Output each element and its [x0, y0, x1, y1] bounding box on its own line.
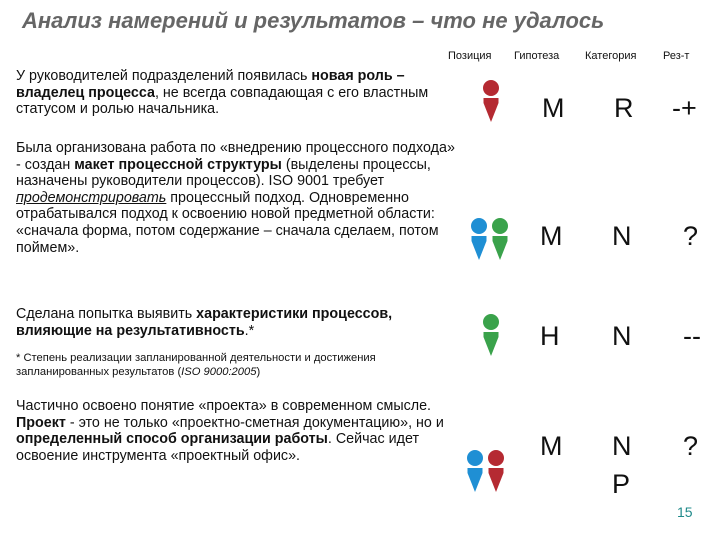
- row-3-hypothesis-figures: [476, 312, 506, 358]
- person-arrow-icon: [492, 218, 508, 260]
- row-4-text: Частично освоено понятие «проекта» в современном смысле. Проект - это не только «проектно-сметная документацию», но и определенный способ организации работы. Сейчас идет освоение инструмента «проектный офис».: [16, 398, 444, 464]
- row-2-category: N: [612, 221, 632, 251]
- row-3-text: Сделана попытка выявить характеристики процессов, влияющие на результативность.*: [16, 306, 393, 339]
- row-1-text: У руководителей подразделений появилась новая роль – владелец процесса, не всегда совпадающая с его властным статусом и ролью начальника.: [16, 68, 429, 118]
- page-title: Анализ намерений и результатов – что не удалось: [22, 8, 605, 33]
- col-header-category: Категория: [585, 50, 637, 62]
- row-2-text: Была организована работа по «внедрению процессного подхода» - создан макет процессной структуры (выделены процессы, назначены руководители процессов). ISO 9001 требует продемонстрировать процессный подход. Одновременно отрабатывался подход к освоению новой предметной области: «сначала форма, потом содержание – сначала сделаем, потом поймем».: [16, 140, 455, 256]
- row-1-category: R: [614, 93, 634, 123]
- row-1-result: -+: [672, 93, 697, 123]
- row-2-result: ?: [683, 221, 699, 251]
- col-header-result: Рез-т: [663, 50, 690, 62]
- row-3-category: N: [612, 321, 632, 351]
- row-1-hypothesis-figures: [476, 78, 506, 124]
- page-number: 15: [677, 504, 693, 520]
- row-4-category: N: [612, 431, 632, 461]
- person-arrow-icon: [483, 314, 499, 356]
- footnote: * Степень реализации запланированной деятельности и достижения запланированных результатов (ISO 9000:2005): [16, 352, 376, 378]
- person-arrow-icon: [471, 218, 487, 260]
- row-2-position: M: [540, 221, 563, 251]
- col-header-hypothesis: Гипотеза: [514, 50, 560, 62]
- row-4-result: ?: [683, 431, 699, 461]
- row-2-hypothesis-figures: [466, 216, 516, 262]
- row-4-position: M: [540, 431, 563, 461]
- person-arrow-icon: [488, 450, 504, 492]
- row-4-hypothesis-figures: [462, 448, 512, 494]
- person-arrow-icon: [467, 450, 483, 492]
- row-4-category-extra: P: [612, 469, 631, 499]
- row-3-result: --: [683, 321, 701, 351]
- column-headers: [0, 50, 720, 66]
- person-arrow-icon: [483, 80, 499, 122]
- row-1-position: M: [542, 93, 565, 123]
- col-header-position: Позиция: [448, 50, 492, 62]
- row-3-position: H: [540, 321, 560, 351]
